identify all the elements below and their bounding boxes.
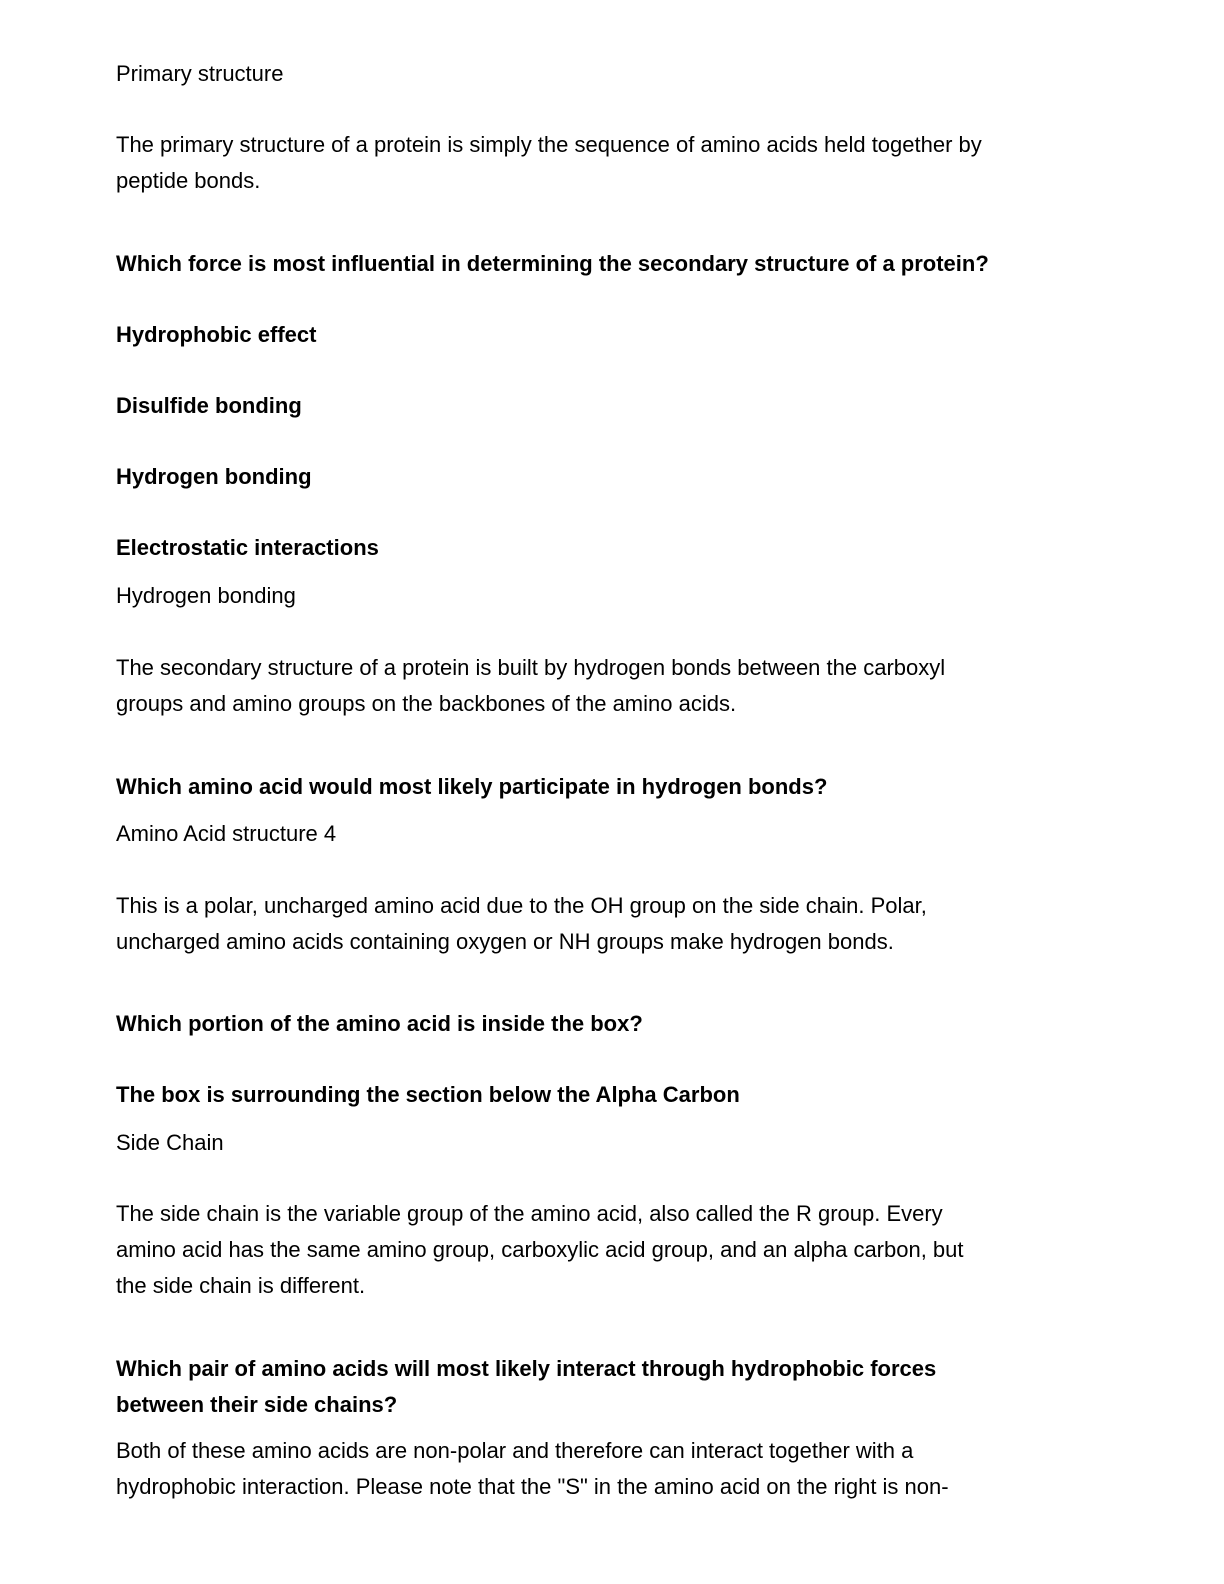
question-1-option-1: Hydrophobic effect bbox=[116, 322, 317, 347]
question-4-explanation-line-1: Both of these amino acids are non-polar and therefore can interact together with a bbox=[116, 1438, 914, 1463]
question-2-explanation-line-2: uncharged amino acids containing oxygen or NH groups make hydrogen bonds. bbox=[116, 929, 894, 954]
question-1-answer: Hydrogen bonding bbox=[116, 583, 296, 608]
question-3-answer: Side Chain bbox=[116, 1130, 224, 1155]
primary-explanation-line-1: The primary structure of a protein is simply the sequence of amino acids held together by bbox=[116, 132, 982, 157]
question-4-line-1: Which pair of amino acids will most likely interact through hydrophobic forces bbox=[116, 1356, 937, 1381]
question-4-line-2: between their side chains? bbox=[116, 1392, 398, 1417]
question-1-option-3: Hydrogen bonding bbox=[116, 464, 312, 489]
question-3-detail: The box is surrounding the section below the Alpha Carbon bbox=[116, 1082, 740, 1107]
question-1-option-2: Disulfide bonding bbox=[116, 393, 302, 418]
primary-explanation-line-2: peptide bonds. bbox=[116, 168, 261, 193]
question-3-explanation-line-1: The side chain is the variable group of the amino acid, also called the R group. Every bbox=[116, 1201, 943, 1226]
question-1-explanation-line-1: The secondary structure of a protein is built by hydrogen bonds between the carboxyl bbox=[116, 655, 946, 680]
question-2: Which amino acid would most likely participate in hydrogen bonds? bbox=[116, 774, 828, 799]
question-1-option-4: Electrostatic interactions bbox=[116, 535, 379, 560]
question-1: Which force is most influential in determining the secondary structure of a protein? bbox=[116, 251, 989, 276]
question-4-explanation-line-2: hydrophobic interaction. Please note that the "S" in the amino acid on the right is non- bbox=[116, 1474, 949, 1499]
question-3-explanation-line-3: the side chain is different. bbox=[116, 1273, 366, 1298]
question-2-explanation-line-1: This is a polar, uncharged amino acid due to the OH group on the side chain. Polar, bbox=[116, 893, 927, 918]
question-1-explanation-line-2: groups and amino groups on the backbones of the amino acids. bbox=[116, 691, 737, 716]
question-3: Which portion of the amino acid is inside the box? bbox=[116, 1011, 643, 1036]
question-2-answer: Amino Acid structure 4 bbox=[116, 821, 337, 846]
section-heading-primary-structure: Primary structure bbox=[116, 61, 284, 86]
question-3-explanation-line-2: amino acid has the same amino group, carboxylic acid group, and an alpha carbon, but bbox=[116, 1237, 964, 1262]
